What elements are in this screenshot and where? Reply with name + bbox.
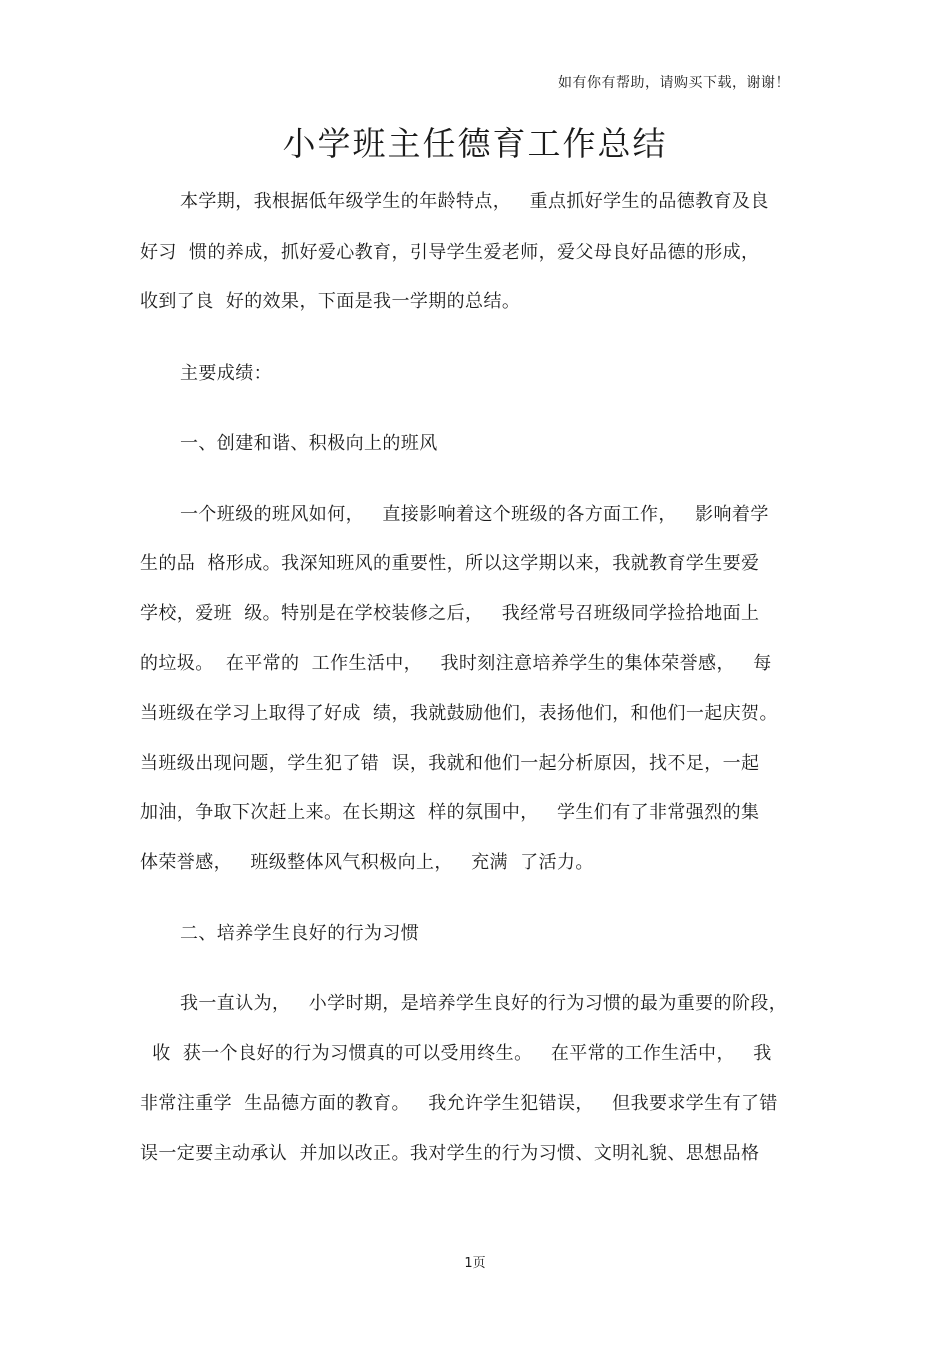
paragraph-line: 生的品 格形成。我深知班风的重要性，所以这学期以来，我就教育学生要爱: [140, 553, 760, 574]
paragraph-line: 加油，争取下次赶上来。在长期这 样的氛围中， 学生们有了非常强烈的集: [140, 802, 760, 823]
section-heading: 一、创建和谐、积极向上的班风: [180, 433, 438, 454]
paragraph-line: 非常注重学 生品德方面的教育。 我允许学生犯错误， 但我要求学生有了错: [140, 1093, 778, 1114]
paragraph-line: 误一定要主动承认 并加以改正。我对学生的行为习惯、文明礼貌、思想品格: [140, 1143, 760, 1164]
paragraph-line: 收到了良 好的效果，下面是我一学期的总结。: [140, 291, 521, 312]
paragraph-line: 体荣誉感， 班级整体风气积极向上， 充满 了活力。: [140, 852, 594, 873]
paragraph-line: 一个班级的班风如何， 直接影响着这个班级的各方面工作， 影响着学: [180, 504, 769, 525]
section-heading: 主要成绩：: [180, 363, 272, 384]
paragraph-line: 收 获一个良好的行为习惯真的可以受用终生。 在平常的工作生活中， 我: [140, 1043, 772, 1064]
paragraph-line: 学校，爱班 级。特别是在学校装修之后， 我经常号召班级同学捡拾地面上: [140, 603, 760, 624]
paragraph-line: 当班级在学习上取得了好成 绩，我就鼓励他们，表扬他们，和他们一起庆贺。: [140, 703, 778, 724]
paragraph-line: 我一直认为， 小学时期，是培养学生良好的行为习惯的最为重要的阶段，: [180, 993, 788, 1014]
paragraph-line: 本学期，我根据低年级学生的年龄特点， 重点抓好学生的品德教育及良: [180, 191, 769, 212]
paragraph-line: 当班级出现问题，学生犯了错 误，我就和他们一起分析原因，找不足，一起: [140, 753, 760, 774]
section-heading: 二、培养学生良好的行为习惯: [180, 923, 420, 944]
header-note: 如有你有帮助，请购买下载，谢谢！: [558, 75, 790, 91]
page-title: 小学班主任德育工作总结: [282, 124, 668, 163]
paragraph-line: 的垃圾。 在平常的 工作生活中， 我时刻注意培养学生的集体荣誉感， 每: [140, 653, 772, 674]
paragraph-line: 好习 惯的养成，抓好爱心教育，引导学生爱老师，爱父母良好品德的形成，: [140, 242, 760, 263]
page-number: 1页: [464, 1256, 486, 1271]
